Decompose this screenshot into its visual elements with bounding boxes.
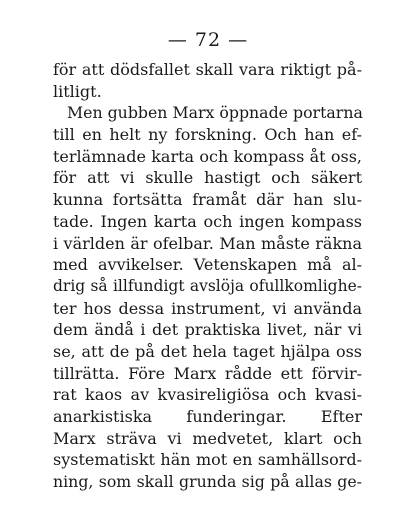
text-line: för att dödsfallet skall vara riktigt på- [53,60,362,79]
body-text [53,59,362,493]
text-line: tade. Ingen karta och ingen kompass [53,211,362,231]
text-line: för att vi skulle hastigt och säkert [53,168,362,188]
text-line: kunna fortsätta framåt där han slu- [53,190,362,210]
text-line: tillrätta. Före Marx rådde ett förvir- [53,363,362,383]
text-line: se, att de på det hela taget hjälpa oss [53,341,362,361]
text-line: Men gubben Marx öppnade portarna [67,103,363,123]
page-number: — 72 — [167,29,249,51]
text-line: ning, som skall grunda sig på allas ge- [53,472,362,492]
text-line: med avvikelser. Vetenskapen må al- [53,255,362,275]
text-line: drig så illfundigt avslöja ofullkomlighe- [53,276,362,295]
text-line: ter hos dessa instrument, vi använda [53,298,362,318]
text-line: anarkistiska funderingar. Efter [53,407,362,426]
text-line: dem ändå i det praktiska livet, när vi [53,320,362,340]
text-line: litligt. [53,81,102,101]
text-line: till en helt ny forskning. Och han ef- [53,125,362,145]
text-line: systematiskt hän mot en samhällsord- [53,450,362,470]
text-line: Marx sträva vi medvetet, klart och [53,428,362,448]
text-line: rat kaos av kvasireligiösa och kvasi- [53,385,362,405]
text-line: terlämnade karta och kompass åt oss, [53,146,362,166]
text-line: i världen är ofelbar. Man måste räkna [53,233,362,253]
